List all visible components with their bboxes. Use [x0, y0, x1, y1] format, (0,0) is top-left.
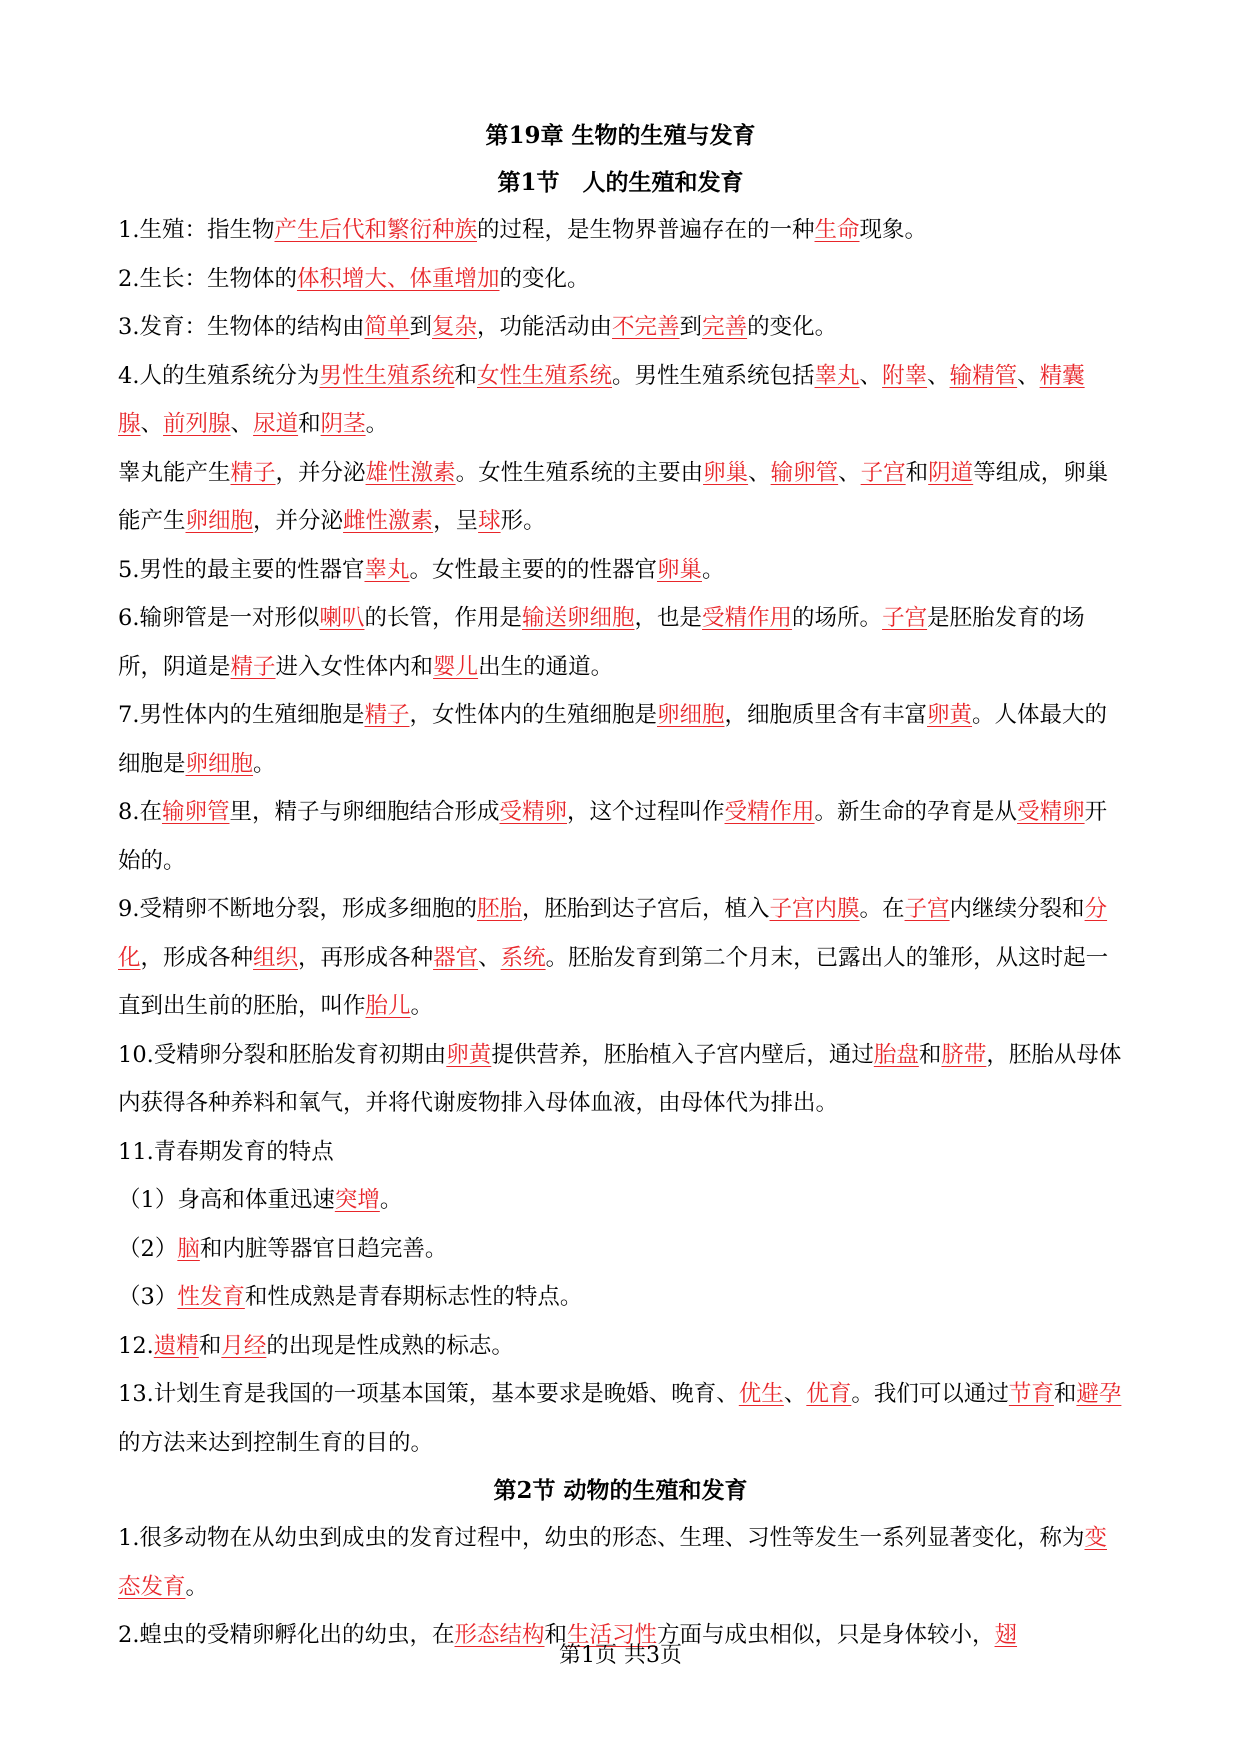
text-run: ，女性体内的生殖细胞是 — [409, 702, 657, 728]
text-run: 的方法来达到控制生育的目的。 — [118, 1429, 434, 1456]
paragraph — [118, 255, 1123, 304]
answer-keyword: 生活习性 — [567, 1622, 658, 1648]
text-run: ，也是 — [634, 605, 703, 631]
text-run: 和 — [918, 1041, 942, 1068]
answer-keyword: 生命 — [814, 217, 860, 243]
text-run: 。 — [253, 750, 276, 777]
answer-keyword: 优生 — [738, 1381, 784, 1407]
text-run: （3） — [118, 1284, 178, 1310]
answer-keyword: 输送卵细胞 — [522, 605, 635, 631]
answer-keyword: 子宫 — [882, 605, 928, 631]
text-run: 进入女性体内和 — [275, 653, 434, 680]
paragraph — [118, 206, 1123, 255]
answer-keyword: 精子 — [364, 702, 410, 728]
answer-keyword: 前列腺 — [163, 411, 231, 437]
text-run: 提供营养，胚胎植入子宫内壁后，通过 — [491, 1041, 874, 1068]
answer-keyword: 月经 — [221, 1332, 267, 1359]
paragraph — [118, 1225, 1123, 1274]
text-run: 的变化。 — [747, 314, 838, 340]
answer-keyword: 胎儿 — [365, 993, 411, 1019]
text-run: 10.受精卵分裂和胚胎发育初期由 — [118, 1041, 447, 1068]
answer-keyword: 球 — [478, 508, 501, 534]
text-run: 、 — [1017, 362, 1040, 389]
text-run: 6.输卵管是一对形似 — [118, 605, 320, 631]
text-run: 到 — [679, 314, 703, 340]
answer-keyword: 脐带 — [941, 1041, 987, 1068]
answer-keyword: 系统 — [500, 944, 546, 971]
text-run: 4.人的生殖系统分为 — [118, 362, 320, 389]
answer-keyword: 男性生殖系统 — [319, 362, 455, 389]
text-run: 开始的。 — [118, 799, 1108, 874]
chapter-title: 第19章 生物的生殖与发育 — [485, 122, 756, 149]
text-run: （2） — [118, 1235, 178, 1262]
text-run: 到 — [409, 314, 432, 340]
text-run: 2.生长：生物体的 — [118, 265, 297, 292]
text-run: 的变化。 — [499, 265, 590, 292]
text-run: 。人体最大的细胞是 — [118, 702, 1108, 777]
text-run: ，胚胎到达子宫后，植入 — [521, 896, 770, 922]
text-run: ，功能活动由 — [477, 314, 613, 340]
text-run: 形。 — [500, 508, 546, 534]
answer-keyword: 不完善 — [612, 314, 680, 340]
answer-keyword: 形态结构 — [454, 1622, 545, 1648]
text-run: 和内脏等器官日趋完善。 — [199, 1235, 448, 1262]
text-run: 。新生命的孕育是从 — [814, 799, 1018, 825]
text-run: 是胚胎发育的场所，阴道是 — [118, 605, 1085, 680]
text-run: 方面与成虫相似，只是身体较小， — [657, 1622, 995, 1648]
answer-keyword: 受精作用 — [724, 799, 815, 825]
text-run: 和 — [298, 411, 321, 437]
answer-keyword: 子宫 — [860, 459, 906, 486]
text-run: 。 — [185, 1573, 209, 1600]
paragraph — [118, 352, 1123, 449]
text-run: 。女性生殖系统的主要由 — [455, 459, 704, 486]
text-run: 、 — [140, 411, 164, 437]
text-run: 。 — [365, 411, 389, 437]
answer-keyword: 受精卵 — [499, 799, 568, 825]
text-run: 、 — [859, 362, 883, 389]
paragraph — [118, 1031, 1123, 1128]
answer-keyword: 节育 — [1008, 1381, 1054, 1407]
text-run: 的场所。 — [792, 605, 883, 631]
text-run: 13.计划生育是我国的一项基本国策，基本要求是晚婚、晚育、 — [118, 1381, 739, 1407]
document-body — [118, 159, 1123, 1660]
text-run: 里，精子与卵细胞结合形成 — [229, 799, 500, 825]
text-run: ，细胞质里含有丰富 — [724, 702, 928, 728]
answer-keyword: 突增 — [334, 1187, 380, 1213]
paragraph — [118, 1322, 1123, 1371]
answer-keyword: 卵巢 — [703, 459, 749, 486]
text-run: 。 — [410, 993, 434, 1019]
page-footer: 第1页 共3页 — [559, 1643, 682, 1668]
answer-keyword: 复杂 — [432, 314, 478, 340]
answer-keyword: 睾丸 — [364, 556, 410, 583]
answer-keyword: 胚胎 — [476, 896, 522, 922]
text-run: 12. — [118, 1332, 154, 1359]
answer-keyword: 睾丸 — [814, 362, 860, 389]
text-run: 。在 — [859, 896, 905, 922]
text-run: 和 — [1053, 1381, 1077, 1407]
text-run: 2.蝗虫的受精卵孵化出的幼虫，在 — [118, 1622, 455, 1648]
answer-keyword: 卵黄 — [927, 702, 973, 728]
text-run: ，呈 — [433, 508, 479, 534]
answer-keyword: 阴茎 — [320, 411, 366, 437]
answer-keyword: 分化 — [118, 896, 1108, 971]
text-run: 的过程，是生物界普遍存在的一种 — [476, 217, 815, 243]
answer-keyword: 子宫内膜 — [769, 896, 860, 922]
answer-keyword: 翅 — [994, 1622, 1018, 1648]
text-run: 5.男性的最主要的性器官 — [118, 556, 365, 583]
answer-keyword: 体积增大、体重增加 — [296, 265, 500, 292]
text-run: 、 — [783, 1381, 807, 1407]
answer-keyword: 附睾 — [882, 362, 928, 389]
text-run: ，并分泌 — [275, 459, 366, 486]
text-run: 1.生殖：指生物 — [118, 217, 275, 243]
answer-keyword: 避孕 — [1076, 1381, 1122, 1407]
text-run: 内继续分裂和 — [949, 896, 1085, 922]
answer-keyword: 卵黄 — [446, 1041, 492, 1068]
answer-keyword: 雌性激素 — [343, 508, 434, 534]
text-run: 。男性生殖系统包括 — [612, 362, 815, 389]
text-run: 8.在 — [118, 799, 162, 825]
text-run: 、 — [748, 459, 771, 486]
text-run: 出生的通道。 — [478, 653, 614, 680]
paragraph — [118, 1273, 1123, 1322]
paragraph — [118, 1176, 1123, 1225]
paragraph — [118, 691, 1123, 788]
text-run: 和 — [454, 362, 477, 389]
text-run: 。 — [379, 1187, 403, 1213]
answer-keyword: 女性生殖系统 — [477, 362, 613, 389]
answer-keyword: 卵巢 — [657, 556, 703, 583]
text-run: ，这个过程叫作 — [567, 799, 725, 825]
paragraph — [118, 303, 1123, 352]
text-run: 。 — [702, 556, 725, 583]
paragraph — [118, 1128, 1123, 1177]
paragraph — [118, 1514, 1123, 1611]
answer-keyword: 遗精 — [153, 1332, 199, 1359]
text-run: 的长管，作用是 — [364, 605, 522, 631]
answer-keyword: 简单 — [364, 314, 410, 340]
answer-keyword: 产生后代和繁衍种族 — [274, 217, 477, 243]
answer-keyword: 精子 — [230, 653, 276, 680]
text-run: 和 — [544, 1622, 567, 1648]
answer-keyword: 输卵管 — [161, 799, 230, 825]
answer-keyword: 变态发育 — [118, 1525, 1107, 1600]
answer-keyword: 雄性激素 — [365, 459, 456, 486]
paragraph — [118, 594, 1123, 691]
text-run: 。女性最主要的的性器官 — [409, 556, 657, 583]
answer-keyword: 输卵管 — [770, 459, 839, 486]
answer-keyword: 性发育 — [177, 1284, 245, 1310]
text-run: 、 — [927, 362, 950, 389]
paragraph — [118, 1370, 1123, 1467]
answer-keyword: 尿道 — [253, 411, 299, 437]
text-run: 、 — [838, 459, 861, 486]
text-run: 3.发育：生物体的结构由 — [118, 314, 365, 340]
answer-keyword: 胎盘 — [873, 1041, 919, 1068]
text-run: 睾丸能产生 — [118, 459, 231, 486]
text-run: ，形成各种 — [140, 944, 254, 971]
answer-keyword: 完善 — [702, 314, 748, 340]
text-run: 11.青春期发育的特点 — [118, 1138, 334, 1165]
paragraph — [118, 449, 1123, 546]
section-title: 第2节 动物的生殖和发育 — [493, 1477, 748, 1504]
answer-keyword: 卵细胞 — [657, 702, 725, 728]
text-run: 。我们可以通过 — [851, 1381, 1009, 1407]
answer-keyword: 精囊腺 — [118, 362, 1085, 437]
answer-keyword: 优育 — [806, 1381, 852, 1407]
text-run: 、 — [230, 411, 254, 437]
answer-keyword: 子宫 — [904, 896, 950, 922]
answer-keyword: 受精作用 — [702, 605, 793, 631]
text-run: ，胚胎从母体内获得各种养料和氧气，并将代谢废物排入母体血液，由母体代为排出。 — [118, 1041, 1122, 1116]
answer-keyword: 卵细胞 — [185, 508, 254, 534]
text-run: 、 — [478, 944, 501, 971]
text-run: 和性成熟是青春期标志性的特点。 — [244, 1284, 583, 1310]
text-run: 1.很多动物在从幼虫到成虫的发育过程中，幼虫的形态、生理、习性等发生一系列显著变化，称为 — [118, 1525, 1085, 1551]
text-run: ，并分泌 — [253, 508, 344, 534]
text-run: 现象。 — [859, 217, 928, 243]
answer-keyword: 阴道 — [928, 459, 974, 486]
answer-keyword: 卵细胞 — [185, 750, 254, 777]
answer-keyword: 喇叭 — [319, 605, 365, 631]
text-run: ，再形成各种 — [298, 944, 434, 971]
answer-keyword: 精子 — [230, 459, 276, 486]
answer-keyword: 脑 — [177, 1235, 200, 1262]
section-title: 第1节 人的生殖和发育 — [497, 169, 744, 196]
paragraph — [118, 885, 1123, 1031]
paragraph — [118, 546, 1123, 595]
text-run: 的出现是性成熟的标志。 — [266, 1332, 514, 1359]
answer-keyword: 输精管 — [949, 362, 1018, 389]
answer-keyword: 器官 — [433, 944, 479, 971]
text-run: 和 — [905, 459, 929, 486]
text-run: 7.男性体内的生殖细胞是 — [118, 702, 365, 728]
answer-keyword: 受精卵 — [1017, 799, 1085, 825]
text-run: 9.受精卵不断地分裂，形成多细胞的 — [118, 896, 477, 922]
paragraph — [118, 788, 1123, 885]
text-run: 等组成，卵巢能产生 — [118, 459, 1109, 534]
text-run: 和 — [198, 1332, 222, 1359]
text-run: （1）身高和体重迅速 — [118, 1187, 335, 1213]
text-run: 。胚胎发育到第二个月末，已露出人的雏形，从这时起一直到出生前的胚胎，叫作 — [118, 944, 1109, 1019]
answer-keyword: 婴儿 — [433, 653, 479, 680]
answer-keyword: 组织 — [253, 944, 299, 971]
